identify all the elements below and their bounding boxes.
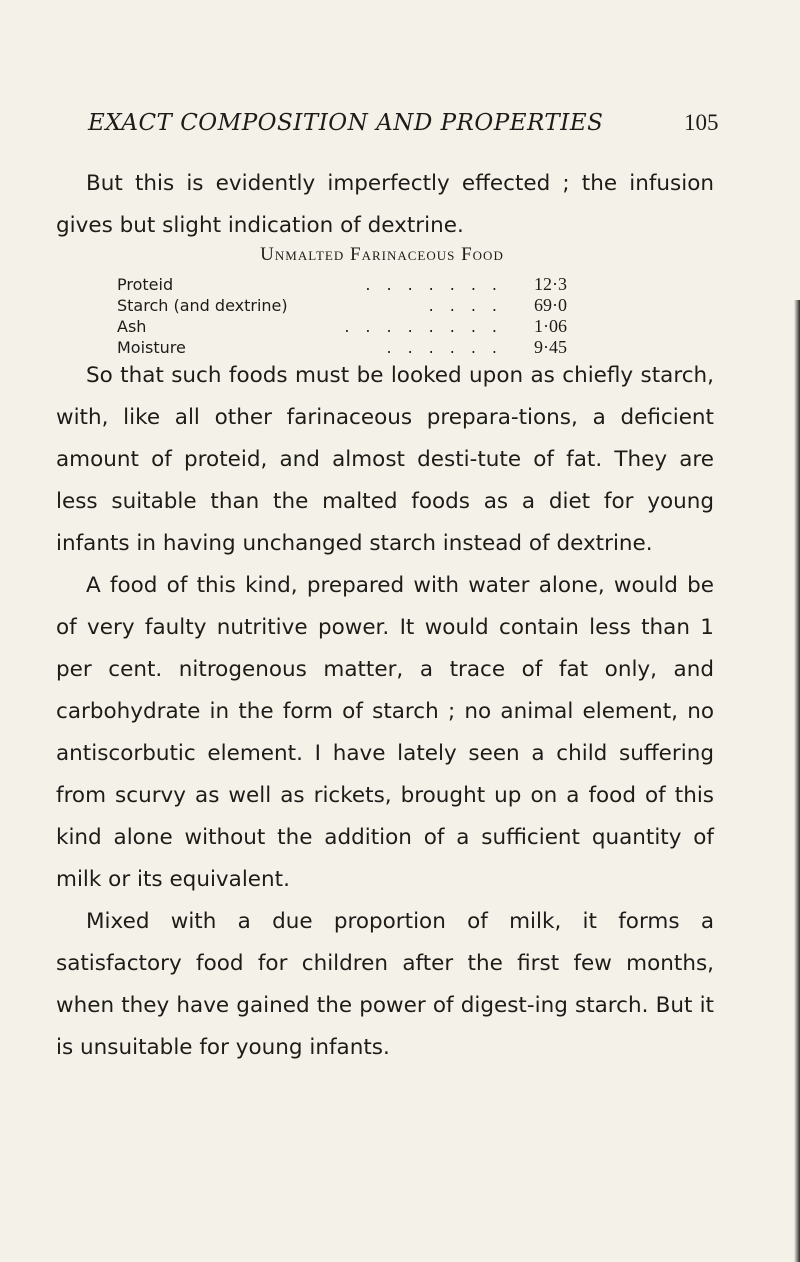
table-row <box>117 316 567 337</box>
intro-paragraph: But this is evidently imperfectly effected ; the infusion gives but slight indication of dextrine. <box>56 171 714 238</box>
row-label: Proteid <box>117 275 174 294</box>
row-label: Moisture <box>117 338 186 357</box>
row-value: 9·45 <box>534 337 567 357</box>
leader-dots: ...... <box>386 338 513 357</box>
row-value: 69·0 <box>534 295 567 315</box>
row-value: 12·3 <box>534 274 567 294</box>
table-row <box>117 274 567 295</box>
intro-text <box>56 163 714 247</box>
body-text <box>56 355 714 1069</box>
composition-table <box>117 274 567 358</box>
page-edge-shadow <box>794 300 800 1262</box>
row-label: Ash <box>117 317 147 336</box>
paragraph-milk: Mixed with a due proportion of milk, it forms a satisfactory food for children after the first few months, when they have gained the power of digest-ing starch. But it is unsuitable for young infants. <box>56 909 714 1060</box>
running-head: EXACT COMPOSITION AND PROPERTIES <box>88 110 604 136</box>
row-label: Starch (and dextrine) <box>117 296 288 315</box>
page-number: 105 <box>684 110 719 135</box>
paragraph-starch: So that such foods must be looked upon as chiefly starch, with, like all other farinaceous prepara-tions, a deficient amount of proteid, and almost desti-tute of fat. They are less suitable than the malted foods as a diet for young infants in having unchanged starch instead of dextrine. <box>56 363 714 556</box>
leader-dots: ....... <box>365 275 513 294</box>
table-title: Unmalted Farinaceous Food <box>260 244 504 265</box>
table-row <box>117 295 567 316</box>
paragraph-nutrition: A food of this kind, prepared with water alone, would be of very faulty nutritive power. It would contain less than 1 per cent. nitrogenous matter, a trace of fat only, and carbohydrate in the form of starch ; no animal element, no antiscorbutic element. I have lately seen a child suffering from scurvy as well as rickets, brought up on a food of this kind alone without the addition of a sufficient quantity of milk or its equivalent. <box>56 573 714 892</box>
leader-dots: ........ <box>344 317 513 336</box>
row-value: 1·06 <box>534 316 567 336</box>
leader-dots: .... <box>428 296 513 315</box>
